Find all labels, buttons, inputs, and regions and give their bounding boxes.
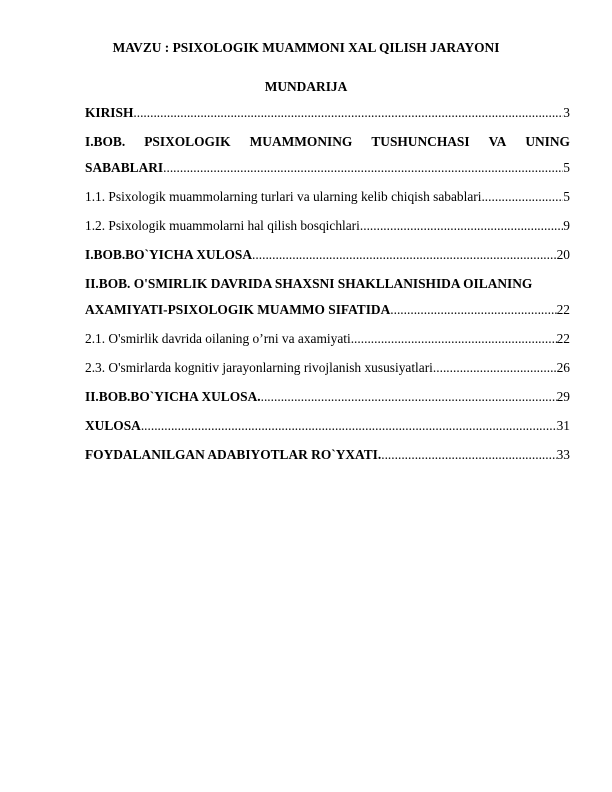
document-title: MAVZU : PSIXOLOGIK MUAMMONI XAL QILISH JARAYONI (112, 40, 500, 55)
toc-entry-title-word: UNING (525, 134, 570, 149)
toc-entry-page: 26 (556, 360, 570, 375)
dot-leader (133, 100, 563, 126)
toc-entry-page: 29 (556, 389, 570, 404)
toc-entry-title: 2.3. O'smirlarda kognitiv jarayonlarning rivojlanish xususiyatlari (85, 360, 433, 375)
toc-entry-xulosa[interactable] (85, 413, 570, 439)
toc-entry-title: AXAMIYATI-PSIXOLOGIK MUAMMO SIFATIDA (85, 302, 391, 317)
toc-entry-title: 1.2. Psixologik muammolarni hal qilish bosqichlari (85, 218, 360, 233)
toc-entry-chapter-1-conclusion[interactable] (85, 242, 570, 268)
toc-entry-1-2[interactable] (85, 213, 570, 239)
dot-leader (261, 384, 557, 410)
dot-leader (381, 442, 556, 468)
toc-entry-kirish[interactable] (85, 100, 570, 126)
toc-entry-title: KIRISH (85, 105, 134, 120)
toc-entry-bibliography[interactable] (85, 442, 570, 468)
toc-heading: MUNDARIJA (264, 79, 348, 94)
toc-entry-chapter-1[interactable] (85, 129, 570, 181)
dot-leader (360, 213, 563, 239)
toc-entry-page: 31 (556, 418, 570, 433)
dot-leader (351, 326, 557, 352)
toc-entry-title: I.BOB.BO`YICHA XULOSA (85, 247, 253, 262)
toc-entry-title: FOYDALANILGAN ADABIYOTLAR RO`YXATI. (85, 447, 382, 462)
toc-entry-page: 9 (563, 218, 570, 233)
toc-entry-chapter-2[interactable] (85, 271, 570, 323)
dot-leader (163, 155, 563, 181)
dot-leader (390, 297, 556, 323)
toc-entry-title-word: I.BOB. (85, 134, 126, 149)
toc-entry-title-word: PSIXOLOGIK (144, 134, 231, 149)
table-of-contents (85, 100, 570, 468)
toc-entry-2-1[interactable] (85, 326, 570, 352)
toc-entry-title-word: VA (488, 134, 507, 149)
toc-entry-title: 2.1. O'smirlik davrida oilaning o’rni va axamiyati (85, 331, 351, 346)
dot-leader (141, 413, 557, 439)
toc-entry-1-1[interactable] (85, 184, 570, 210)
toc-entry-title-line1: II.BOB. O'SMIRLIK DAVRIDA SHAXSNI SHAKLLANISHIDA OILANING (85, 276, 533, 291)
toc-entry-page: 3 (563, 105, 570, 120)
toc-entry-title: SABABLARI (85, 160, 164, 175)
toc-entry-title-word: MUAMMONING (249, 134, 353, 149)
toc-entry-2-3[interactable] (85, 355, 570, 381)
toc-entry-chapter-2-conclusion[interactable] (85, 384, 570, 410)
toc-entry-page: 33 (556, 447, 570, 462)
toc-entry-page: 22 (556, 302, 570, 317)
toc-entry-page: 20 (556, 247, 570, 262)
toc-entry-title: 1.1. Psixologik muammolarning turlari va ularning kelib chiqish sabablari (85, 189, 482, 204)
dot-leader (433, 355, 557, 381)
toc-entry-page: 22 (556, 331, 570, 346)
dot-leader (481, 184, 563, 210)
dot-leader (252, 242, 557, 268)
toc-entry-title: II.BOB.BO`YICHA XULOSA. (85, 389, 261, 404)
toc-entry-page: 5 (563, 189, 570, 204)
toc-entry-title: XULOSA (85, 418, 141, 433)
toc-entry-page: 5 (563, 160, 570, 175)
toc-entry-title-word: TUSHUNCHASI (371, 134, 470, 149)
